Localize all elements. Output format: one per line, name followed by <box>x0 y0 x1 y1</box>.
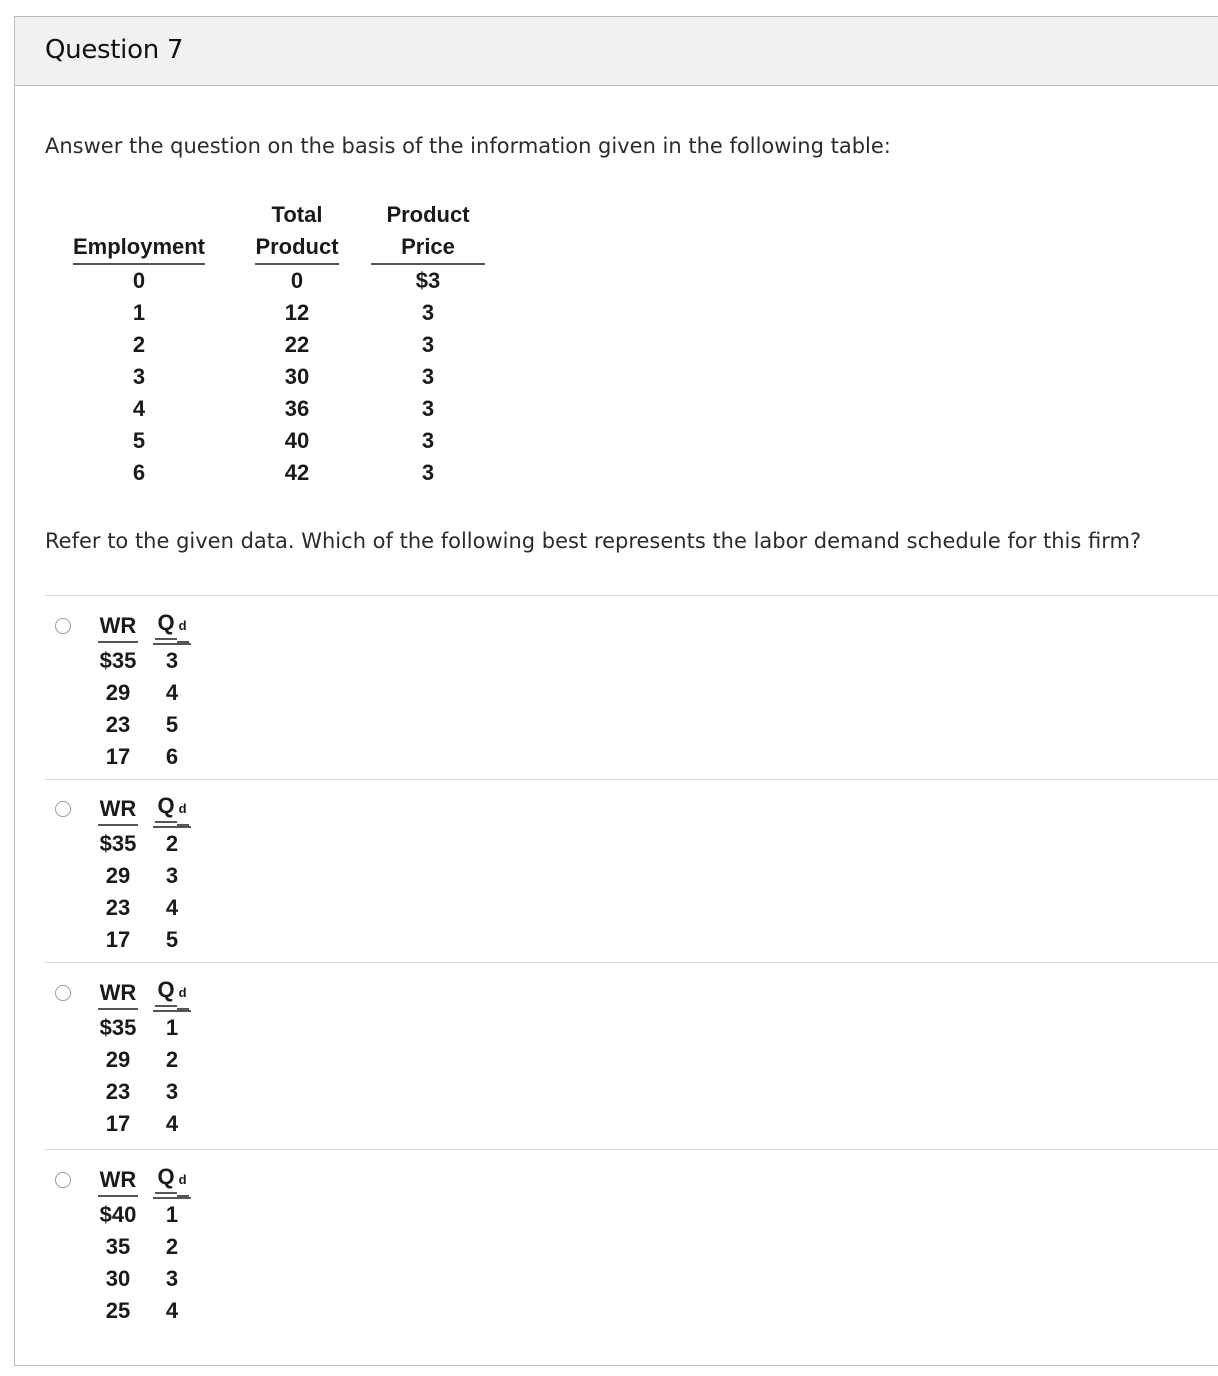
wage-rate-cell: 17 <box>105 1111 131 1136</box>
header-product-price-line1: Product <box>386 202 470 227</box>
quantity-cell: 4 <box>165 680 179 705</box>
quantity-cell: 4 <box>165 1111 179 1136</box>
employment-cell: 0 <box>132 268 146 293</box>
data-table <box>51 199 489 489</box>
total-product-cell: 30 <box>284 364 310 389</box>
schedule-table <box>85 791 193 956</box>
wage-rate-cell: 29 <box>105 863 131 888</box>
wage-rate-cell: 30 <box>105 1266 131 1291</box>
quantity-cell: 5 <box>165 927 179 952</box>
quantity-cell: 4 <box>165 895 179 920</box>
quantity-cell: 2 <box>165 1047 179 1072</box>
quantity-cell: 3 <box>165 1266 179 1291</box>
wage-rate-header: WR <box>85 608 151 645</box>
quantity-cell: 6 <box>165 744 179 769</box>
employment-cell: 6 <box>132 460 146 485</box>
quantity-demanded-header: Q d <box>151 608 193 645</box>
question-title: Question 7 <box>45 35 184 65</box>
wage-rate-cell: 17 <box>105 744 131 769</box>
wage-rate-header: WR <box>85 1162 151 1199</box>
radio-button[interactable] <box>55 801 71 817</box>
wage-rate-cell: $35 <box>99 1015 137 1040</box>
schedule-table <box>85 1162 193 1327</box>
employment-cell: 5 <box>132 428 146 453</box>
price-cell: $3 <box>415 268 441 293</box>
employment-cell: 1 <box>132 300 146 325</box>
answer-option-2[interactable] <box>45 779 1218 959</box>
answer-option-1[interactable] <box>45 596 1218 776</box>
table-row <box>51 361 489 393</box>
table-row <box>85 924 193 956</box>
wage-rate-cell: 23 <box>105 712 131 737</box>
wage-rate-cell: 17 <box>105 927 131 952</box>
quantity-demanded-header: Q d <box>151 791 193 828</box>
price-cell: 3 <box>421 300 435 325</box>
employment-cell: 3 <box>132 364 146 389</box>
price-cell: 3 <box>421 396 435 421</box>
wage-rate-cell: 25 <box>105 1298 131 1323</box>
table-row <box>85 1295 193 1327</box>
table-row <box>85 1199 193 1231</box>
wage-rate-header: WR <box>85 975 151 1012</box>
table-row <box>51 329 489 361</box>
header-employment: Employment <box>51 231 227 265</box>
table-row <box>85 645 193 677</box>
quantity-cell: 1 <box>165 1202 179 1227</box>
wage-rate-cell: 35 <box>105 1234 131 1259</box>
question-prompt: Refer to the given data. Which of the following best represents the labor demand schedule for this firm? <box>45 529 1142 553</box>
price-cell: 3 <box>421 460 435 485</box>
quantity-demanded-header: Q d <box>151 975 193 1012</box>
table-row <box>85 1108 193 1140</box>
price-cell: 3 <box>421 332 435 357</box>
answer-option-3[interactable] <box>45 963 1218 1143</box>
quantity-demanded-header: Q d <box>151 1162 193 1199</box>
quantity-cell: 3 <box>165 648 179 673</box>
radio-button[interactable] <box>55 618 71 634</box>
table-row <box>51 393 489 425</box>
wage-rate-header: WR <box>85 791 151 828</box>
radio-button[interactable] <box>55 1172 71 1188</box>
table-row <box>85 1044 193 1076</box>
radio-button[interactable] <box>55 985 71 1001</box>
total-product-cell: 42 <box>284 460 310 485</box>
employment-cell: 4 <box>132 396 146 421</box>
wage-rate-cell: 23 <box>105 1079 131 1104</box>
table-row <box>51 297 489 329</box>
table-row <box>85 709 193 741</box>
quantity-cell: 3 <box>165 863 179 888</box>
header-total-product-line2: Product <box>227 231 367 265</box>
wage-rate-cell: 29 <box>105 1047 131 1072</box>
table-row <box>85 1076 193 1108</box>
quantity-cell: 5 <box>165 712 179 737</box>
total-product-cell: 36 <box>284 396 310 421</box>
total-product-cell: 0 <box>290 268 304 293</box>
table-row <box>51 425 489 457</box>
table-row <box>85 741 193 773</box>
table-row <box>85 828 193 860</box>
total-product-cell: 22 <box>284 332 310 357</box>
price-cell: 3 <box>421 428 435 453</box>
quantity-cell: 2 <box>165 1234 179 1259</box>
wage-rate-cell: $40 <box>99 1202 137 1227</box>
header-total-product-line1: Total <box>271 202 323 227</box>
table-row <box>85 1231 193 1263</box>
quantity-cell: 3 <box>165 1079 179 1104</box>
schedule-table <box>85 608 193 773</box>
wage-rate-cell: $35 <box>99 648 137 673</box>
employment-cell: 2 <box>132 332 146 357</box>
table-row <box>85 1012 193 1044</box>
total-product-cell: 40 <box>284 428 310 453</box>
price-cell: 3 <box>421 364 435 389</box>
table-row <box>85 892 193 924</box>
table-row <box>85 677 193 709</box>
table-row <box>51 265 489 297</box>
question-body <box>15 86 1218 1365</box>
schedule-table <box>85 975 193 1140</box>
table-row <box>85 860 193 892</box>
wage-rate-cell: $35 <box>99 831 137 856</box>
question-header <box>15 17 1218 86</box>
question-intro: Answer the question on the basis of the information given in the following table: <box>45 134 891 158</box>
wage-rate-cell: 23 <box>105 895 131 920</box>
quantity-cell: 4 <box>165 1298 179 1323</box>
question-panel <box>14 16 1218 1366</box>
table-row <box>85 1263 193 1295</box>
quantity-cell: 1 <box>165 1015 179 1040</box>
wage-rate-cell: 29 <box>105 680 131 705</box>
header-product-price-line2: Price <box>367 231 489 265</box>
quantity-cell: 2 <box>165 831 179 856</box>
total-product-cell: 12 <box>284 300 310 325</box>
answer-option-4[interactable] <box>45 1150 1218 1330</box>
table-row <box>51 457 489 489</box>
